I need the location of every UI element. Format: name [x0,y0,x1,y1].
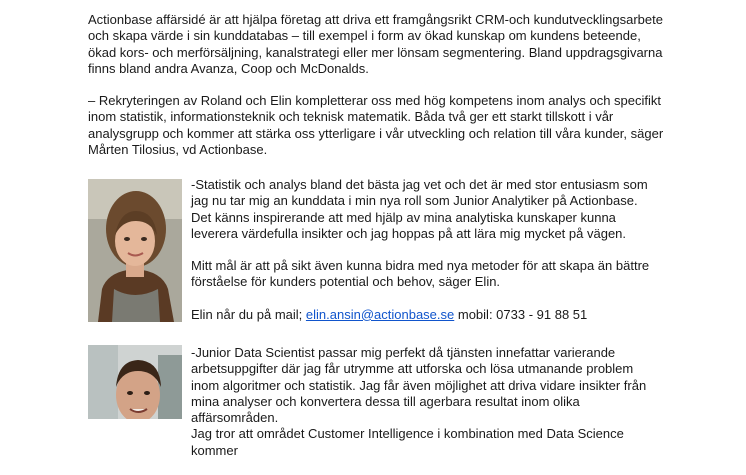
elin-mobile-number: mobil: 0733 - 91 88 51 [454,306,588,322]
elin-portrait-photo [88,179,182,322]
roland-portrait-photo [88,345,182,419]
elin-contact-prefix: Elin når du på mail; [191,306,306,322]
roland-text-block [191,345,661,475]
elin-email-link[interactable]: elin.ansin@actionbase.se [305,306,455,322]
intro-paragraph: Actionbase affärsidé är att hjälpa företag att driva ett framgångsrikt CRM-och kundutvecklingsarbete och skapa värde i sin kunddatabas – till exempel i form av ökad kunskap om kundens beteende, ökad kors- och merförsäljning, kanalstrategi eller mer lönsam segmentering. Bland uppdragsgivarna finns bland andra Avanza, Coop och McDonalds. [88,12,663,76]
elin-contact-line [191,307,661,323]
ceo-quote-paragraph: – Rekryteringen av Roland och Elin kompletterar oss med hög kompetens inom analys och specifikt inom statistik, informationsteknik och teknisk matematik. Båda två ger ett starkt tillskott i vår analysgrupp och kommer att stärka oss ytterligare i vår utveckling och relation till våra kunder, säger Mårten Tilosius, vd Actionbase. [88,93,664,157]
roland-second-paragraph: Jag tror att området Customer Intelligence i kombination med Data Science kommer [191,426,624,458]
elin-goal-paragraph: Mitt mål är att på sikt även kunna bidra med nya metoder för att skapa än bättre förståelse för kunders potential och behov, säger Elin. [191,258,650,290]
elin-text-block [191,177,661,339]
roland-quote-paragraph: -Junior Data Scientist passar mig perfekt då tjänsten innefattar varierande arbetsuppgifter där jag får utrymme att utforska och lösa utmanande problem inom algoritmer och statistik. Jag får även möjlighet att driva vidare insikter från mina analyser och konvertera dessa till agerbara resultat inom olika affärsområden. [191,345,647,426]
elin-quote-paragraph: -Statistik och analys bland det bästa jag vet och det är med stor entusiasm som jag nu tar mig an kunddata i min nya roll som Junior Analytiker på Actionbase. Det känns inspirerande att med hjälp av mina analytiska kunskaper kunna leverera värdefulla insikter och jag hoppas på att lära mig mycket på vägen. [191,177,648,241]
